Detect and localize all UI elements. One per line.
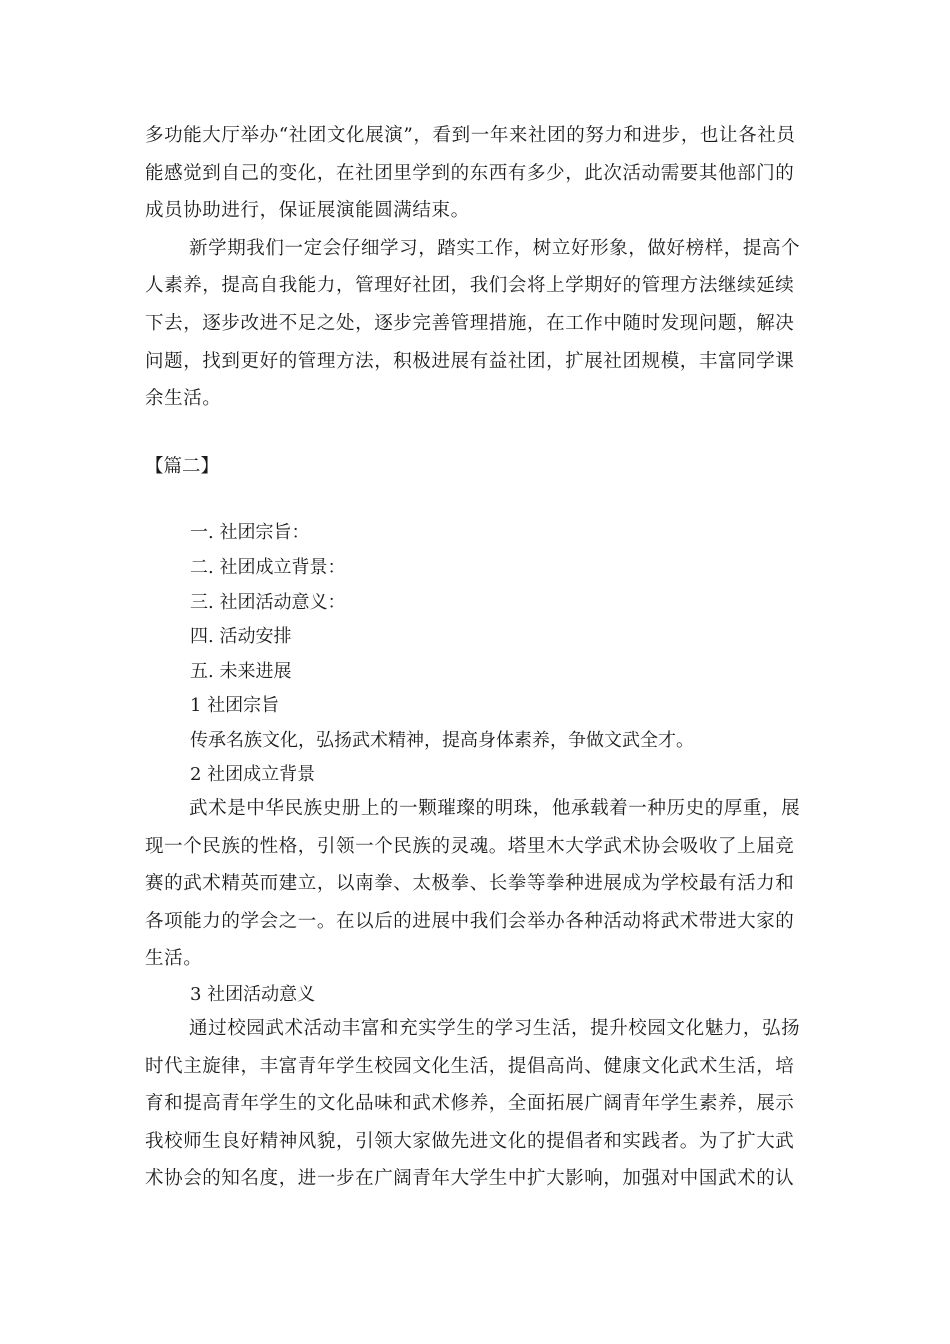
item3-paragraph: 通过校园武术活动丰富和充实学生的学习生活，提升校园文化魅力，弘扬时代主旋律，丰富青年学生校园文化生活，提倡高尚、健康文化武术生活，培育和提高青年学生的文化品味和武术修养，全面拓展广阔青年学生素养，展示我校师生良好精神风貌，引领大家做先进文化的提倡者和实践者。为了扩大武术协会的知名度，进一步在广阔青年大学生中扩大影响，加强对中国武术的认 [145,1018,801,1190]
outline-item-5: 五. 未来进展 [190,661,292,682]
intro-section [145,117,805,418]
section-heading: 【篇二】 [145,456,220,477]
item3-title: 3 社团活动意义 [190,984,316,1005]
item3-section [145,1010,805,1198]
item2-section [145,790,805,978]
outline-item-4: 四. 活动安排 [190,626,292,647]
outline-item-2: 二. 社团成立背景： [190,557,346,578]
item2-title: 2 社团成立背景 [190,764,316,785]
item2-paragraph: 武术是中华民族史册上的一颗璀璨的明珠，他承载着一种历史的厚重，展现一个民族的性格，引领一个民族的灵魂。塔里木大学武术协会吸收了上届竞赛的武术精英而建立，以南拳、太极拳、长拳等拳种进展成为学校最有活力和各项能力的学会之一。在以后的进展中我们会举办各种活动将武术带进大家的生活。 [145,798,801,970]
outline-item-1: 一. 社团宗旨： [190,522,310,543]
item1-text: 传承名族文化，弘扬武术精神，提高身体素养，争做文武全才。 [190,730,694,751]
intro-paragraph-2: 新学期我们一定会仔细学习，踏实工作，树立好形象，做好榜样，提高个人素养，提高自我能力，管理好社团，我们会将上学期好的管理方法继续延续下去，逐步改进不足之处，逐步完善管理措施，在工作中随时发现问题，解决问题，找到更好的管理方法，积极进展有益社团，扩展社团规模，丰富同学课余生活。 [145,237,801,410]
outline-item-3: 三. 社团活动意义： [190,592,346,613]
item1-title: 1 社团宗旨 [190,695,280,716]
intro-paragraph-1: 多功能大厅举办“社团文化展演”，看到一年来社团的努力和进步，也让各社员能感觉到自己的变化，在社团里学到的东西有多少，此次活动需要其他部门的成员协助进行，保证展演能圆满结束。 [145,125,796,222]
